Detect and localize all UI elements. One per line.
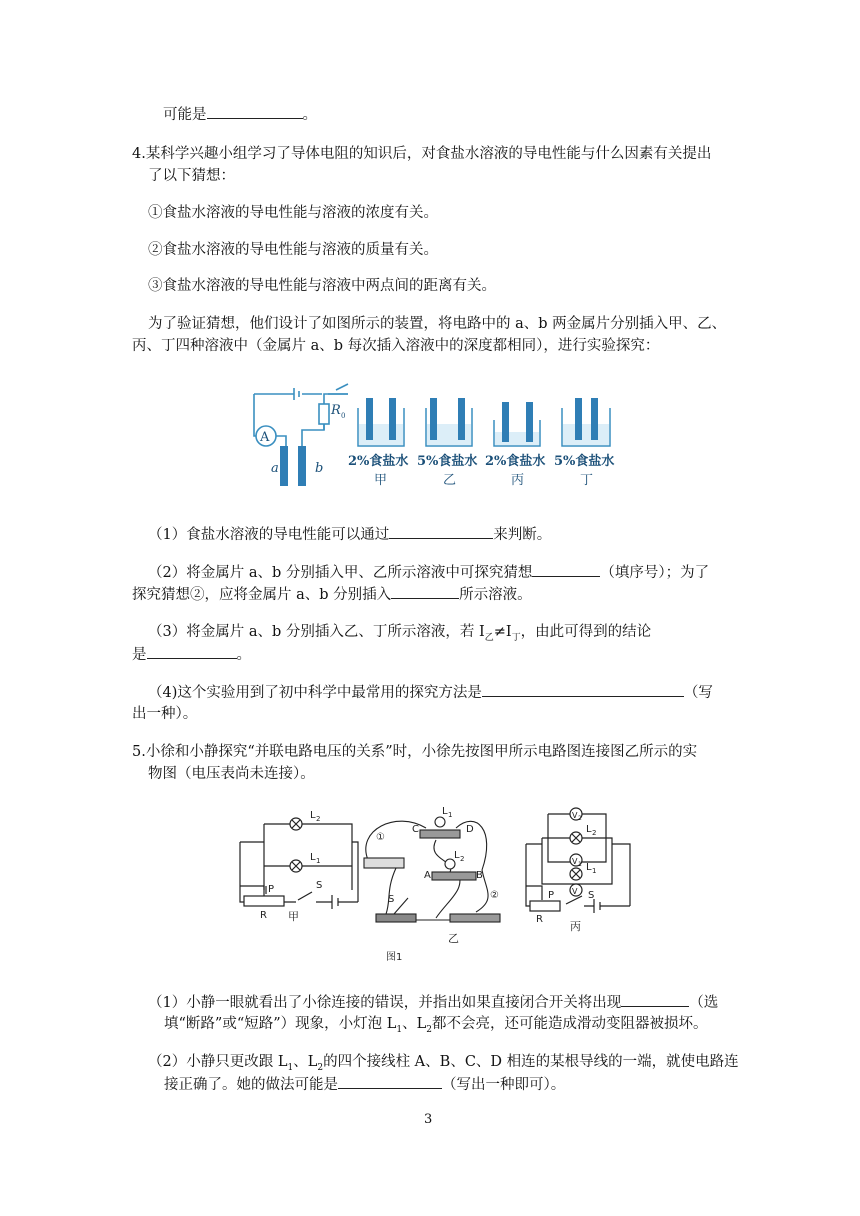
q4-sub2-line1: （2）将金属片 a、b 分别插入甲、乙所示溶液中可探究猜想 （填序号）；为了 (148, 562, 709, 583)
resistor-label: R (331, 403, 341, 418)
svg-text:乙: 乙 (448, 932, 459, 945)
svg-text:1: 1 (578, 861, 582, 868)
answer-blank[interactable] (482, 682, 684, 697)
q3-tail: 可能是 。 (163, 104, 317, 125)
q4-sub3-line1: （3）将金属片 a、b 分别插入乙、丁所示溶液，若 $I_乙\ne I_丁$，由此可得到的结论 (148, 624, 652, 643)
beaker-bing-name: 丙 (511, 473, 525, 488)
q4-conductivity-figure (244, 380, 640, 490)
page-number: 3 (424, 1112, 433, 1127)
q4-sub3-line2: 是 。 (132, 644, 251, 665)
svg-text:2: 2 (592, 829, 597, 837)
svg-text:丙: 丙 (570, 920, 581, 933)
svg-text:S: S (588, 890, 595, 901)
answer-blank[interactable] (338, 1074, 442, 1089)
q4-hypothesis-3: ③食盐水溶液的导电性能与溶液中两点间的距离有关。 (148, 278, 496, 294)
svg-text:V: V (572, 887, 578, 896)
beaker-yi-name: 乙 (443, 473, 457, 488)
svg-text:R: R (536, 914, 543, 925)
svg-text:①: ① (376, 832, 385, 843)
figure-caption: 图1 (386, 952, 403, 962)
svg-text:D: D (466, 824, 474, 835)
svg-text:1: 1 (592, 867, 597, 875)
q4-hypothesis-1: ①食盐水溶液的导电性能与溶液的浓度有关。 (148, 205, 438, 221)
answer-blank[interactable] (147, 644, 237, 659)
q5-sub1-line2: 填“断路”或“短路”）现象，小灯泡 $L_1$、$L_2$都不会亮，还可能造成滑动变阻器被损坏。 (164, 1016, 708, 1035)
svg-text:C: C (412, 824, 419, 835)
q5-sub1-line1: （1）小静一眼就看出了小徐连接的错误，并指出如果直接闭合开关将出现 （选 (148, 992, 718, 1013)
svg-text:S: S (388, 894, 395, 905)
q5-circuit-figure (236, 800, 640, 962)
q4-sub4-line2: 出一种）。 (132, 706, 198, 722)
svg-text:②: ② (490, 890, 499, 901)
svg-text:V: V (572, 811, 578, 820)
beaker-ding-label: 5%食盐水 (554, 454, 615, 469)
svg-text:L: L (442, 806, 448, 817)
svg-text:1: 1 (448, 811, 453, 819)
q5-intro-line1: 5.小徐和小静探究“并联电路电压的关系”时，小徐先按图甲所示电路图连接图乙所示的实 (132, 744, 698, 760)
answer-blank[interactable] (207, 104, 303, 119)
svg-text:L: L (310, 810, 316, 821)
beaker-ding (562, 398, 610, 446)
answer-blank[interactable] (389, 524, 493, 539)
svg-text:V: V (572, 857, 578, 866)
q4-design-line2: 丙、丁四种溶液中（金属片 a、b 每次插入溶液中的深度都相同），进行实验探究： (132, 338, 660, 354)
beaker-yi-label: 5%食盐水 (417, 454, 478, 469)
beaker-jia-label: 2%食盐水 (348, 454, 409, 469)
svg-text:2: 2 (460, 855, 465, 863)
svg-text:A: A (424, 870, 431, 881)
svg-text:2: 2 (578, 815, 582, 822)
q4-hypothesis-2: ②食盐水溶液的导电性能与溶液的质量有关。 (148, 242, 438, 258)
electrode-a-label: a (271, 461, 279, 476)
q5-sub2-line2: 接正确了。她的做法可能是 （写出一种即可）。 (164, 1074, 565, 1095)
svg-text:1: 1 (316, 857, 321, 865)
ammeter-label: A (260, 430, 270, 445)
beaker-yi (426, 398, 472, 446)
svg-text:R: R (260, 910, 267, 921)
svg-text:0: 0 (341, 412, 346, 420)
q4-sub4-line1: （4)这个实验用到了初中科学中最常用的探究方法是 （写 (148, 682, 713, 703)
svg-text:B: B (476, 870, 483, 881)
beaker-ding-name: 丁 (580, 473, 594, 488)
answer-blank[interactable] (621, 992, 689, 1007)
svg-text:甲: 甲 (288, 910, 299, 923)
q4-intro-line1: 4.某科学兴趣小组学习了导体电阻的知识后，对食盐水溶液的导电性能与什么因素有关提出 (132, 146, 712, 162)
answer-blank[interactable] (391, 584, 459, 599)
svg-text:L: L (454, 850, 460, 861)
answer-blank[interactable] (532, 562, 600, 577)
q4-sub2-line2: 探究猜想②，应将金属片 a、b 分别插入 所示溶液。 (132, 584, 532, 605)
svg-text:P: P (548, 890, 555, 901)
q5-intro-line2: 物图（电压表尚未连接）。 (148, 766, 315, 782)
svg-text:L: L (586, 824, 592, 835)
q4-design-line1: 为了验证猜想，他们设计了如图所示的装置，将电路中的 a、b 两金属片分别插入甲、乙、 (148, 316, 727, 332)
beaker-jia-name: 甲 (374, 473, 388, 488)
svg-text:2: 2 (316, 815, 321, 823)
svg-text:L: L (586, 862, 592, 873)
svg-text:L: L (310, 852, 316, 863)
q5-sub2-line1: （2）小静只更改跟 $L_1$、$L_2$的四个接线柱 A、B、C、D 相连的某根导线的一端，就使电路连 (148, 1054, 739, 1073)
q4-sub1: （1）食盐水溶液的导电性能可以通过 来判断。 (148, 524, 551, 545)
svg-text:P: P (268, 884, 275, 895)
beaker-jia (358, 398, 404, 446)
beaker-bing (494, 402, 540, 446)
svg-text:S: S (316, 880, 323, 891)
electrode-b-label: b (315, 461, 324, 476)
q4-intro-line2: 了以下猜想： (148, 168, 235, 184)
circuit-diagram-jia (240, 818, 358, 909)
beaker-bing-label: 2%食盐水 (485, 454, 546, 469)
